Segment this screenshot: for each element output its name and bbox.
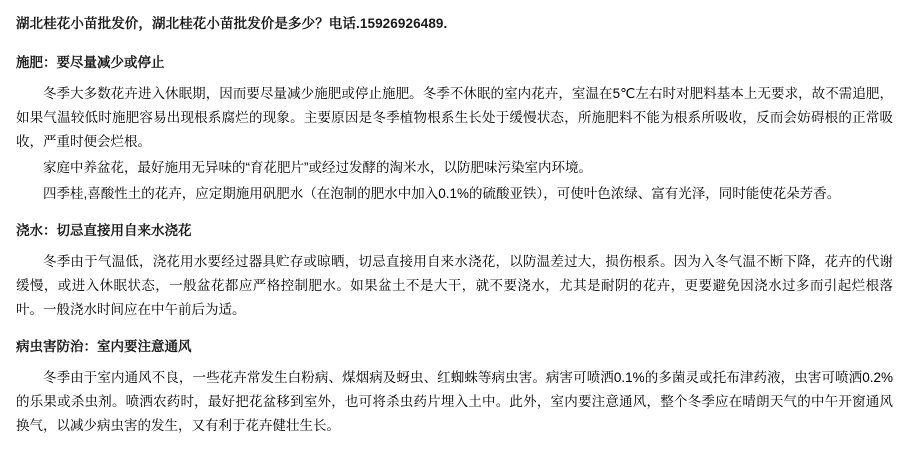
paragraph: 家庭中养盆花，最好施用无异味的“育花肥片”或经过发酵的淘米水，以防肥味污染室内环境。 — [43, 160, 592, 175]
section-pest-control — [16, 336, 893, 438]
paragraph: 冬季由于气温低，浇花用水要经过器具贮存或晾晒，切忌直接用自来水浇花，以防温差过大，损伤根系。因为入冬气温不断下降，花卉的代谢缓慢，或进入休眠状态，一般盆花都应严格控制肥水。如果盆土不是大干，就不要浇水，尤其是耐阴的花卉，更要避免因浇水过多而引起烂根落叶。一般浇水时间应在中午前后为适。 — [16, 254, 893, 317]
paragraph: 冬季大多数花卉进入休眠期，因而要尽量减少施肥或停止施肥。冬季不休眠的室内花卉，室温在5℃左右时对肥料基本上无要求，故不需追肥，如果气温较低时施肥容易出现根系腐烂的现象。主要原因是冬季植物根系生长处于缓慢状态，所施肥料不能为根系所吸收，反而会妨碍根的正常吸收，严重时便会烂根。 — [16, 86, 893, 149]
page-title: 湖北桂花小苗批发价，湖北桂花小苗批发价是多少？电话.15926926489. — [16, 16, 448, 31]
section-heading-watering: 浇水：切忌直接用自来水浇花 — [16, 223, 192, 238]
section-heading-fertilizing: 施肥：要尽量减少或停止 — [16, 55, 165, 70]
paragraph: 四季桂,喜酸性土的花卉，应定期施用矾肥水（在泡制的肥水中加入0.1%的硫酸亚铁），可使叶色浓绿、富有光泽，同时能使花朵芳香。 — [43, 186, 841, 201]
section-heading-pest-control: 病虫害防治：室内要注意通风 — [16, 339, 192, 354]
section-fertilizing — [16, 52, 893, 206]
section-watering — [16, 220, 893, 322]
paragraph: 冬季由于室内通风不良，一些花卉常发生白粉病、煤烟病及蚜虫、红蜘蛛等病虫害。病害可喷洒0.1%的多菌灵或托布津药液，虫害可喷洒0.2%的乐果或杀虫剂。喷洒农药时，最好把花盆移到室外，也可将杀虫药片埋入土中。此外，室内要注意通风，整个冬季应在晴朗天气的中午开窗通风换气，以减少病虫害的发生，又有利于花卉健壮生长。 — [16, 370, 893, 433]
